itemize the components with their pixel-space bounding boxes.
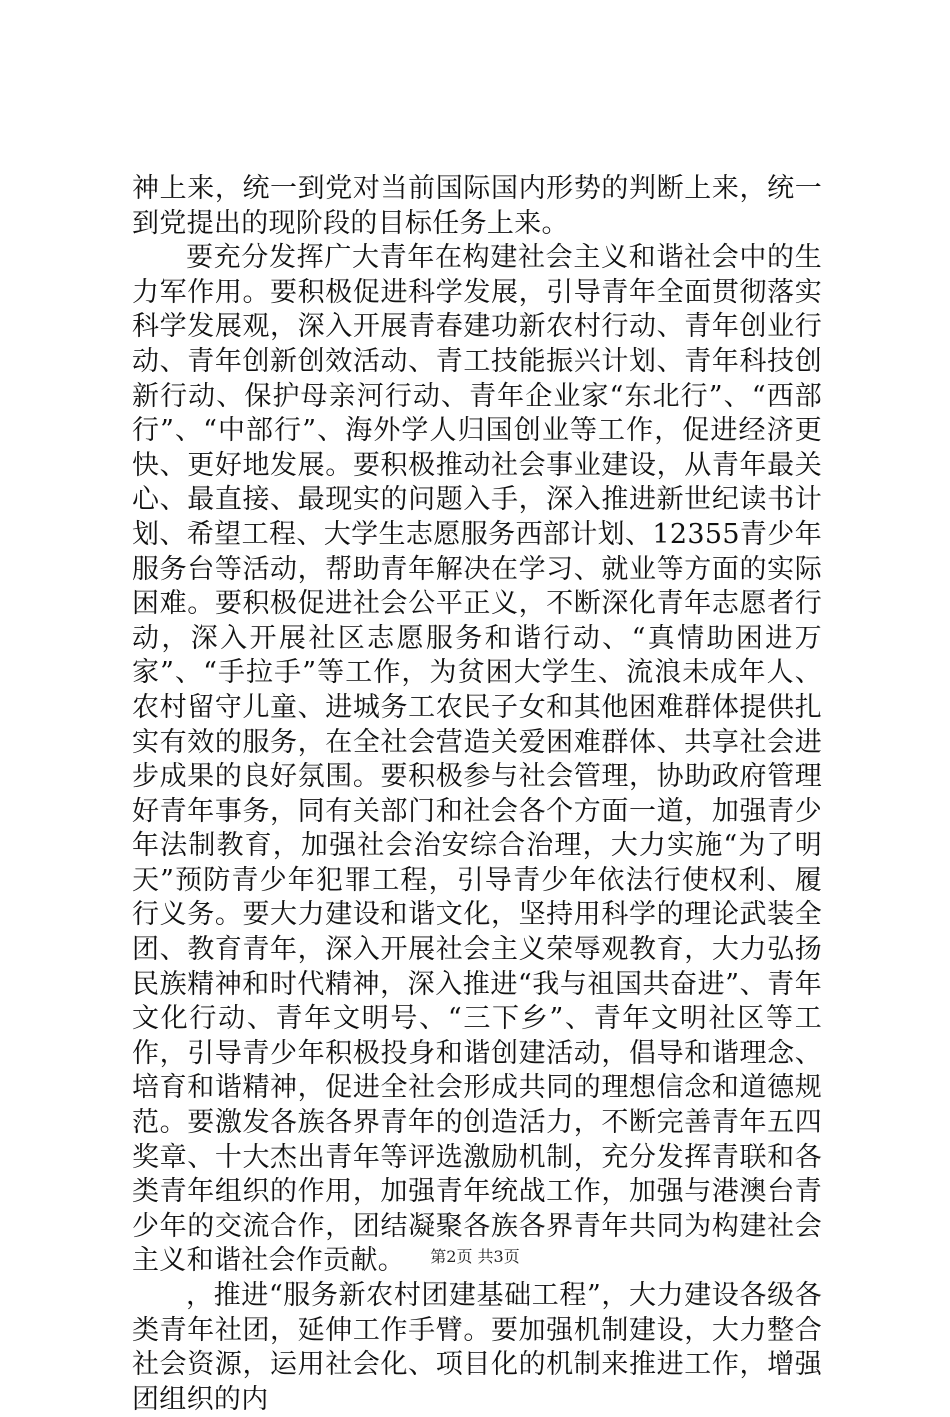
paragraph-continuation: 神上来，统一到党对当前国际国内形势的判断上来，统一到党提出的现阶段的目标任务上来。 [132,173,822,239]
page-number-footer: 第2页 共3页 [430,1247,520,1266]
paragraph-rural-league: ，推进“服务新农村团建基础工程”，大力建设各级各类青年社团，延伸工作手臂。要加强机制建设，大力整合社会资源，运用社会化、项目化的机制来推进工作，增强团组织的内 [132,1280,822,1415]
paragraph-youth-role: 要充分发挥广大青年在构建社会主义和谐社会中的生力军作用。要积极促进科学发展，引导青年全面贯彻落实科学发展观，深入开展青春建功新农村行动、青年创业行动、青年创新创效活动、青工技能振兴计划、青年科技创新行动、保护母亲河行动、青年企业家“东北行”、“西部行”、“中部行”、海外学人归国创业等工作，促进经济更快、更好地发展。要积极推动社会事业建设，从青年最关心、最直接、最现实的问题入手，深入推进新世纪读书计划、希望工程、大学生志愿服务西部计划、12355青少年服务台等活动，帮助青年解决在学习、就业等方面的实际困难。要积极促进社会公平正义，不断深化青年志愿者行动，深入开展社区志愿服务和谐行动、“真情助困进万家”、“手拉手”等工作，为贫困大学生、流浪未成年人、农村留守儿童、进城务工农民子女和其他困难群体提供扎实有效的服务，在全社会营造关爱困难群体、共享社会进步成果的良好氛围。要积极参与社会管理，协助政府管理好青年事务，同有关部门和社会各个方面一道，加强青少年法制教育，加强社会治安综合治理，大力实施“为了明天”预防青少年犯罪工程，引导青少年依法行使权利、履行义务。要大力建设和谐文化，坚持用科学的理论武装全团、教育青年，深入开展社会主义荣辱观教育，大力弘扬民族精神和时代精神，深入推进“我与祖国共奋进”、青年文化行动、青年文明号、“三下乡”、青年文明社区等工作，引导青少年积极投身和谐创建活动，倡导和谐理念、培育和谐精神，促进全社会形成共同的理想信念和道德规范。要激发各族各界青年的创造活力，不断完善青年五四奖章、十大杰出青年等评选激励机制，充分发挥青联和各类青年组织的作用，加强青年统战工作，加强与港澳台青少年的交流合作，团结凝聚各族各界青年共同为构建社会主义和谐社会作贡献。 [132,242,822,1277]
document-body [132,172,822,1417]
